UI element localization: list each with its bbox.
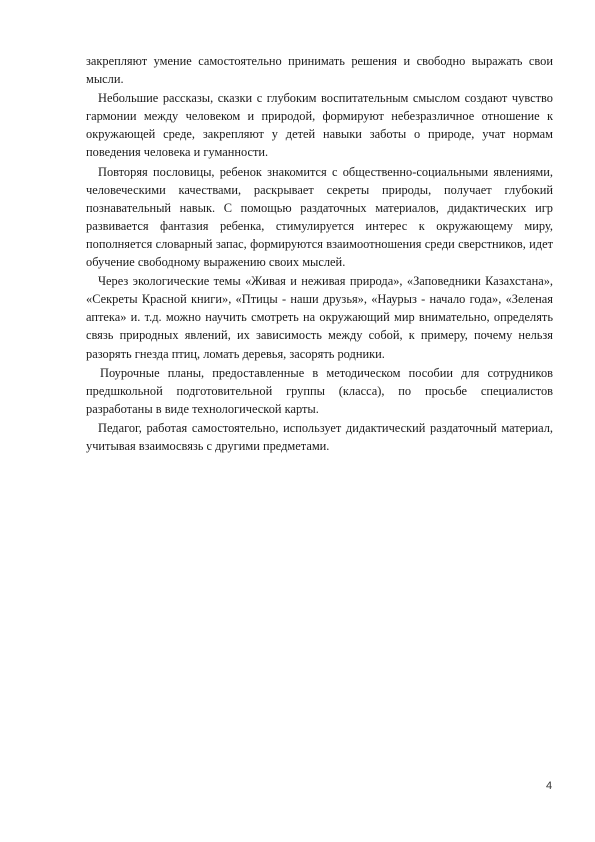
paragraph-proverbs: Повторяя пословицы, ребенок знакомится с общественно-социальными явлениями, человеческими качествами, раскрывает секреты природы, получает глубокий познавательный навык. С помощью раздаточных материалов, дидактических игр развивается фантазия ребенка, стимулируется интерес к окружающему миру, пополняется словарный запас, формируются взаимоотношения среди сверстников, идет обучение свободному выражению своих мыслей.	[86, 164, 553, 270]
paragraph-stories: Небольшие рассказы, сказки с глубоким воспитательным смыслом создают чувство гармонии между человеком и природой, формируют небезразличное отношение к окружающей среде, закрепляют у детей навыки заботы о природе, учат нормам поведения человека и гуманности.	[86, 91, 553, 160]
document-page	[86, 52, 553, 456]
page-number: 4	[546, 780, 553, 792]
paragraph-ecological-themes: Через экологические темы «Живая и неживая природа», «Заповедники Казахстана», «Секреты Красной книги», «Птицы - наши друзья», «Наурыз - начало года», «Зеленая аптека» и. т.д. можно научить смотреть на окружающий мир внимательно, определять связь природных явлений, их зависимость между собой, к примеру, почему нельзя разорять гнезда птиц, ломать деревья, засорять родники.	[86, 274, 553, 361]
paragraph-teacher: Педагог, работая самостоятельно, использует дидактический раздаточный материал, учитывая взаимосвязь с другими предметами.	[86, 420, 553, 453]
paragraph-lesson-plans: Поурочные планы, предоставленные в методическом пособии для сотрудников предшкольной подготовительной группы (класса), по просьбе специалистов разработаны в виде технологической карты.	[86, 365, 553, 416]
paragraph-continuation: закрепляют умение самостоятельно принимать решения и свободно выражать свои мысли.	[86, 54, 553, 87]
